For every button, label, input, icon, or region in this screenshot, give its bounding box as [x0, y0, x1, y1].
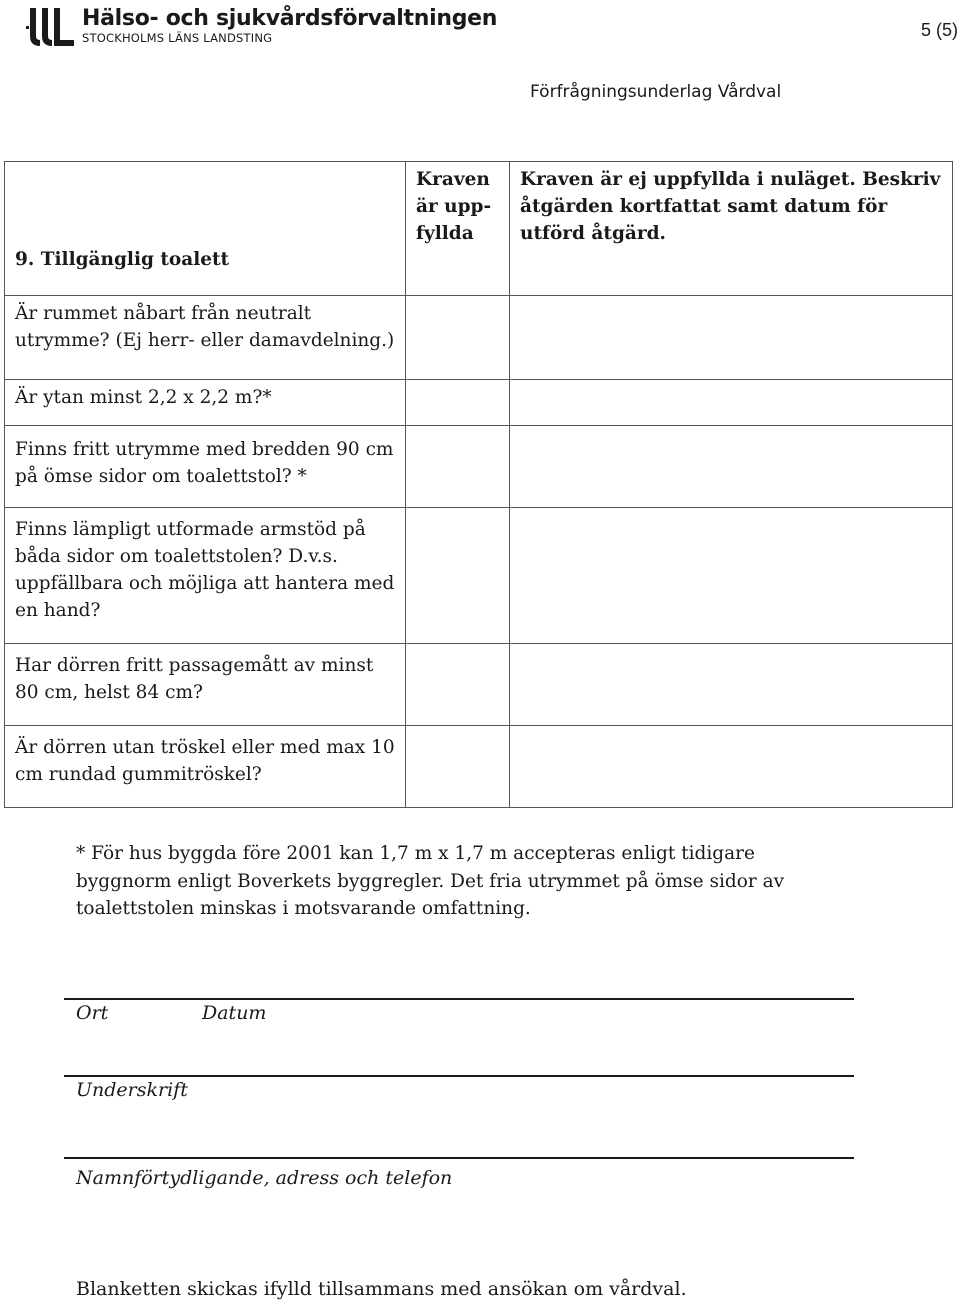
column-header-not-met: Kraven är ej uppfyllda i nuläget. Beskriv åtgärden kortfattat samt datum för utförd åtgärd. [510, 162, 953, 296]
section-title: 9. Tillgänglig toalett [5, 162, 406, 296]
date-label: Datum [202, 1002, 267, 1024]
action-answer-cell[interactable] [510, 296, 953, 380]
question-cell: Finns fritt utrymme med bredden 90 cm på ömse sidor om toalettstol? * [5, 426, 406, 508]
met-answer-cell[interactable] [406, 644, 510, 726]
name-address-line[interactable] [64, 1157, 854, 1159]
document-title: Förfrågningsunderlag Vårdval [530, 82, 782, 102]
action-answer-cell[interactable] [510, 644, 953, 726]
footer-instruction: Blanketten skickas ifylld tillsammans med ansökan om vårdval. [76, 1278, 687, 1300]
footnote: * För hus byggda före 2001 kan 1,7 m x 1,7 m accepteras enligt tidigare byggnorm enligt Boverkets byggregler. Det fria utrymmet på ömse sidor av toalettstolen minskas i motsvarande omfattning. [76, 843, 785, 919]
question-cell: Finns lämpligt utformade armstöd på båda sidor om toalettstolen? D.v.s. uppfällbara och möjliga att hantera med en hand? [5, 508, 406, 644]
question-cell: Är rummet nåbart från neutralt utrymme? (Ej herr- eller damavdelning.) [5, 296, 406, 380]
question-cell: Är ytan minst 2,2 x 2,2 m?* [5, 380, 406, 426]
table-row [5, 726, 953, 808]
action-answer-cell[interactable] [510, 508, 953, 644]
organization-subtitle: STOCKHOLMS LÄNS LANDSTING [82, 31, 273, 45]
met-answer-cell[interactable] [406, 380, 510, 426]
table-row [5, 426, 953, 508]
met-answer-cell[interactable] [406, 426, 510, 508]
met-answer-cell[interactable] [406, 726, 510, 808]
table-row [5, 508, 953, 644]
met-answer-cell[interactable] [406, 296, 510, 380]
signature-label: Underskrift [76, 1079, 188, 1101]
place-date-line[interactable] [64, 998, 854, 1000]
column-header-met: Kraven är upp- fyllda [406, 162, 510, 296]
table-header-row [5, 162, 953, 296]
action-answer-cell[interactable] [510, 426, 953, 508]
page-number: 5 (5) [920, 20, 958, 40]
accessibility-checklist-table [4, 161, 953, 808]
action-answer-cell[interactable] [510, 726, 953, 808]
name-address-label: Namnförtydligande, adress och telefon [76, 1167, 453, 1189]
county-council-logo-icon [26, 6, 76, 48]
met-answer-cell[interactable] [406, 508, 510, 644]
question-cell: Är dörren utan tröskel eller med max 10 cm rundad gummitröskel? [5, 726, 406, 808]
table-row [5, 380, 953, 426]
question-cell: Har dörren fritt passagemått av minst 80 cm, helst 84 cm? [5, 644, 406, 726]
signature-line[interactable] [64, 1075, 854, 1077]
organization-name: Hälso- och sjukvårdsförvaltningen [82, 6, 498, 31]
organization-logo [26, 6, 497, 50]
table-row [5, 644, 953, 726]
action-answer-cell[interactable] [510, 380, 953, 426]
table-row [5, 296, 953, 380]
place-label: Ort [76, 1002, 109, 1024]
